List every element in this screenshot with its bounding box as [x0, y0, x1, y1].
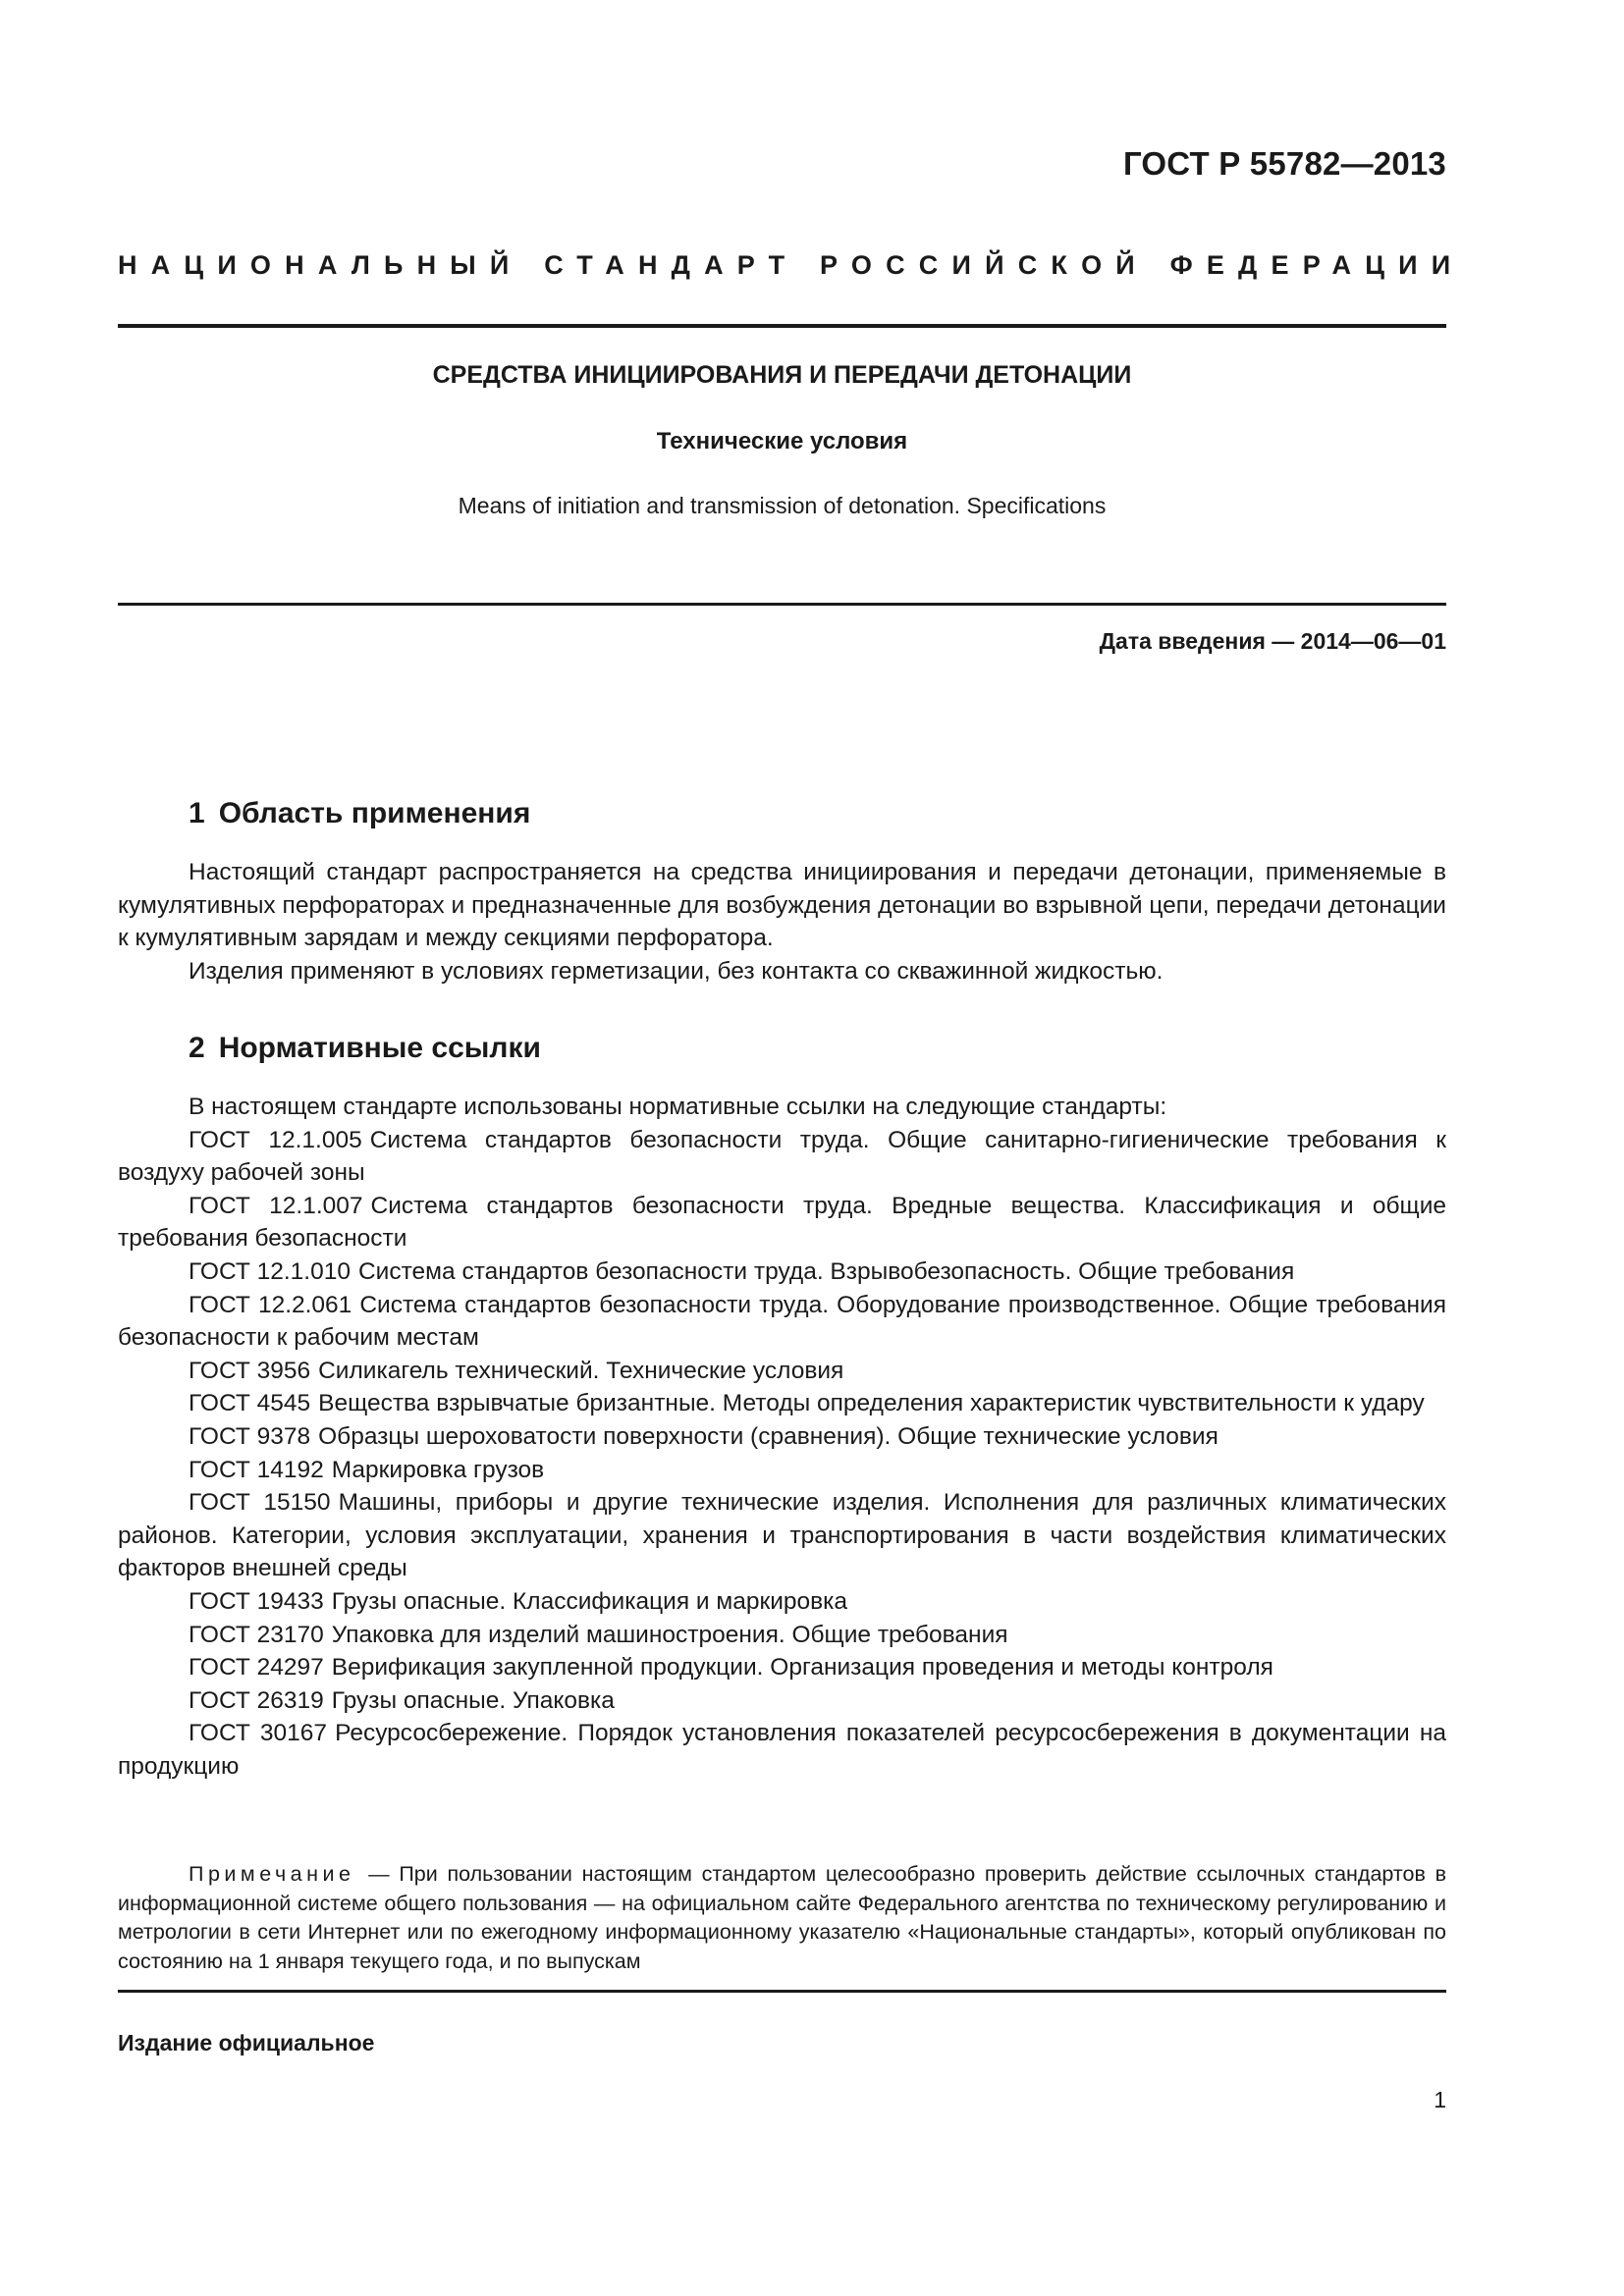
reference-item	[118, 1255, 1446, 1289]
reference-item	[118, 1619, 1446, 1652]
reference-text: Система стандартов безопасности труда. Взрывобезопасность. Общие требования	[357, 1257, 1295, 1285]
reference-code: ГОСТ 12.1.010	[189, 1257, 351, 1285]
section-number: 1	[189, 797, 205, 829]
reference-code: ГОСТ 14192	[189, 1456, 324, 1483]
top-divider	[118, 324, 1446, 328]
paragraph: В настоящем стандарте использованы нормативные ссылки на следующие стандарты:	[189, 1094, 1167, 1120]
section-title: Область применения	[218, 797, 531, 829]
document-title: СРЕДСТВА ИНИЦИИРОВАНИЯ И ПЕРЕДАЧИ ДЕТОНАЦИИ	[432, 361, 1132, 389]
reference-text: Ресурсосбережение. Порядок установления показателей ресурсосбережения в документации на продукцию	[118, 1720, 1447, 1780]
section-1-body	[118, 856, 1446, 988]
reference-item	[118, 1454, 1446, 1487]
introduction-date: Дата введения — 2014—06—01	[1099, 628, 1446, 654]
reference-text: Маркировка грузов	[331, 1456, 545, 1483]
reference-code: ГОСТ 23170	[189, 1621, 324, 1648]
reference-item	[118, 1190, 1446, 1255]
reference-code: ГОСТ 12.1.007	[189, 1192, 363, 1219]
reference-text: Система стандартов безопасности труда. Общие санитарно-гигиенические требования к воздуху рабочей зоны	[118, 1126, 1447, 1187]
section-number: 2	[189, 1032, 205, 1064]
reference-text: Система стандартов безопасности труда. Вредные вещества. Классификация и общие требования безопасности	[118, 1192, 1447, 1253]
reference-code: ГОСТ 26319	[189, 1686, 324, 1714]
reference-code: ГОСТ 19433	[189, 1587, 324, 1615]
document-number: ГОСТ Р 55782—2013	[1122, 145, 1446, 182]
reference-item	[118, 1355, 1446, 1388]
footer-divider	[118, 1990, 1446, 1993]
document-subtitle: Технические условия	[656, 428, 908, 454]
section-2-body	[118, 1091, 1446, 1783]
title-divider	[118, 603, 1446, 606]
section-2-heading	[189, 1032, 541, 1065]
reference-text: Упаковка для изделий машиностроения. Общие требования	[331, 1621, 1008, 1648]
note-paragraph	[118, 1860, 1446, 1976]
english-title: Means of initiation and transmission of detonation. Specifications	[458, 493, 1107, 518]
reference-item	[118, 1124, 1446, 1190]
reference-item	[118, 1289, 1446, 1355]
reference-code: ГОСТ 4545	[189, 1390, 311, 1417]
reference-code: ГОСТ 12.1.005	[189, 1126, 362, 1153]
reference-item	[118, 1651, 1446, 1684]
reference-text: Силикагель технический. Технические условия	[318, 1357, 844, 1384]
section-title: Нормативные ссылки	[218, 1032, 541, 1064]
reference-item	[118, 1387, 1446, 1420]
document-page	[118, 0, 1465, 2296]
reference-item	[118, 1717, 1446, 1783]
reference-text: Грузы опасные. Упаковка	[331, 1686, 615, 1714]
reference-code: ГОСТ 30167	[189, 1720, 328, 1747]
reference-item	[118, 1486, 1446, 1585]
paragraph: Настоящий стандарт распространяется на средства инициирования и передачи детонации, применяемые в кумулятивных перфораторах и предназначенные для возбуждения детонации во взрывной цепи, передачи детонации к кумулятивным зарядам и между секциями перфоратора.	[118, 859, 1446, 952]
reference-text: Верификация закупленной продукции. Организация проведения и методы контроля	[331, 1654, 1273, 1682]
section-1-heading	[189, 797, 530, 830]
national-standard-title: НАЦИОНАЛЬНЫЙ СТАНДАРТ РОССИЙСКОЙ ФЕДЕРАЦИИ	[118, 250, 1465, 280]
page-number: 1	[1434, 2087, 1446, 2112]
reference-code: ГОСТ 15150	[189, 1489, 331, 1517]
official-edition-label: Издание официальное	[118, 2030, 375, 2056]
reference-text: Образцы шероховатости поверхности (сравнения). Общие технические условия	[318, 1422, 1218, 1450]
reference-item	[118, 1684, 1446, 1718]
note-label: Примечание	[189, 1862, 355, 1886]
reference-text: Машины, приборы и другие технические изделия. Исполнения для различных климатических районов. Категории, условия эксплуатации, хранения и транспортирования в части воздействия климатических факторов внешней среды	[118, 1489, 1446, 1582]
reference-code: ГОСТ 3956	[189, 1357, 311, 1384]
reference-text: Система стандартов безопасности труда. Оборудование производственное. Общие требования безопасности к рабочим местам	[118, 1291, 1447, 1352]
reference-item	[118, 1420, 1446, 1454]
reference-text: Грузы опасные. Классификация и маркировка	[331, 1587, 848, 1615]
reference-item	[118, 1585, 1446, 1619]
reference-code: ГОСТ 12.2.061	[189, 1291, 352, 1318]
note-block	[118, 1860, 1446, 1976]
note-text: — При пользовании настоящим стандартом целесообразно проверить действие ссылочных стандартов в информационной системе общего пользования — на официальном сайте Федерального агентства по техническому регулированию и метрологии в сети Интернет или по ежегодному информационному указателю «Национальные стандарты», который опубликован по состоянию на 1 января текущего года, и по выпускам	[118, 1862, 1446, 1973]
reference-code: ГОСТ 9378	[189, 1422, 311, 1450]
paragraph: Изделия применяют в условиях герметизации, без контакта со скважинной жидкостью.	[189, 957, 1164, 985]
reference-text: Вещества взрывчатые бризантные. Методы определения характеристик чувствительности к удару	[318, 1390, 1425, 1417]
reference-code: ГОСТ 24297	[189, 1654, 324, 1682]
